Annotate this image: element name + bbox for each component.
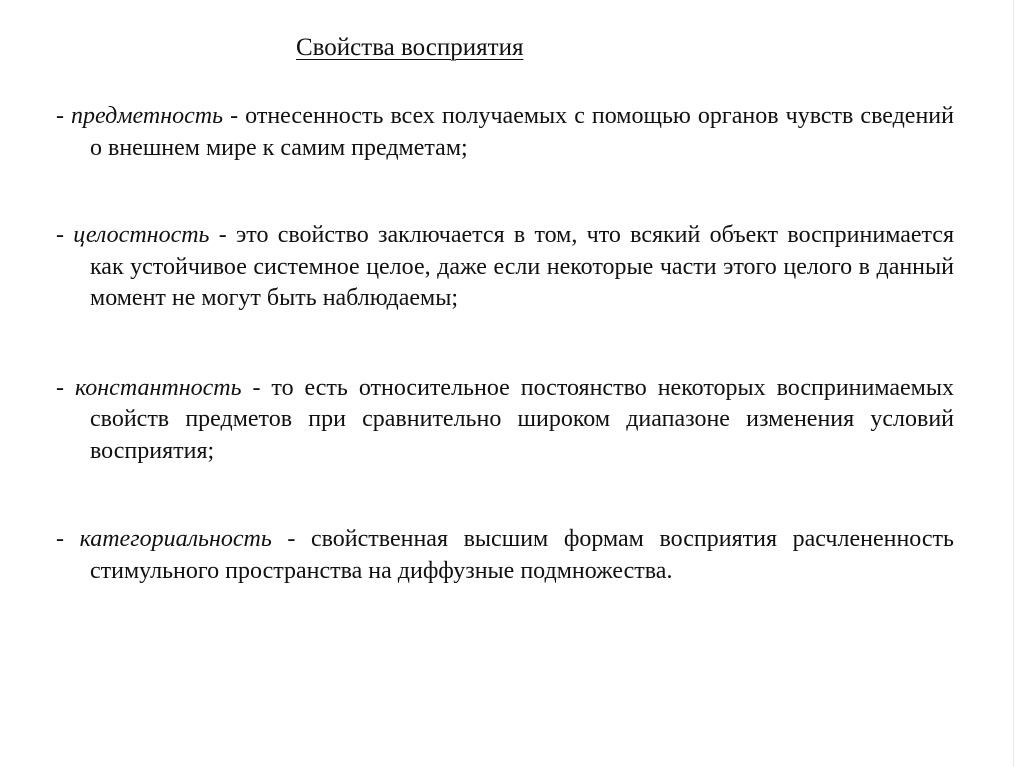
term-constancy: константность (74, 374, 242, 401)
list-item-objectness (56, 101, 954, 164)
slide-title: Свойства восприятия (296, 34, 524, 61)
list-item-categoriality (56, 524, 954, 587)
list-dash: - (56, 103, 72, 129)
list-dash: - (56, 374, 75, 401)
list-dash: - (56, 222, 74, 248)
term-categoriality: категориальность (79, 526, 272, 552)
slide-right-border (1013, 0, 1014, 767)
list-item-constancy (56, 373, 954, 468)
term-objectness: предметность (71, 103, 224, 129)
definition-integrity: - это свойство заключается в том, что всякий объект воспринимается как устойчивое системное целое, даже если некоторые части этого целого в данный момент не могут быть наблюдаемы; (90, 222, 954, 311)
list-item-integrity (56, 220, 954, 315)
definition-constancy: - то есть относительное постоянство некоторых воспринимаемых свойств предметов при сравнительно широком диапазоне изменения условий восприятия; (90, 374, 954, 464)
list-dash: - (56, 526, 80, 552)
term-integrity: целостность (73, 222, 210, 248)
properties-list (56, 101, 954, 643)
definition-objectness: - отнесенность всех получаемых с помощью органов чувств сведений о внешнем мире к самим предметам; (90, 103, 954, 161)
definition-categoriality: - свойственная высшим формам восприятия расчлененность стимульного пространства на диффузные подмножества. (90, 526, 954, 584)
